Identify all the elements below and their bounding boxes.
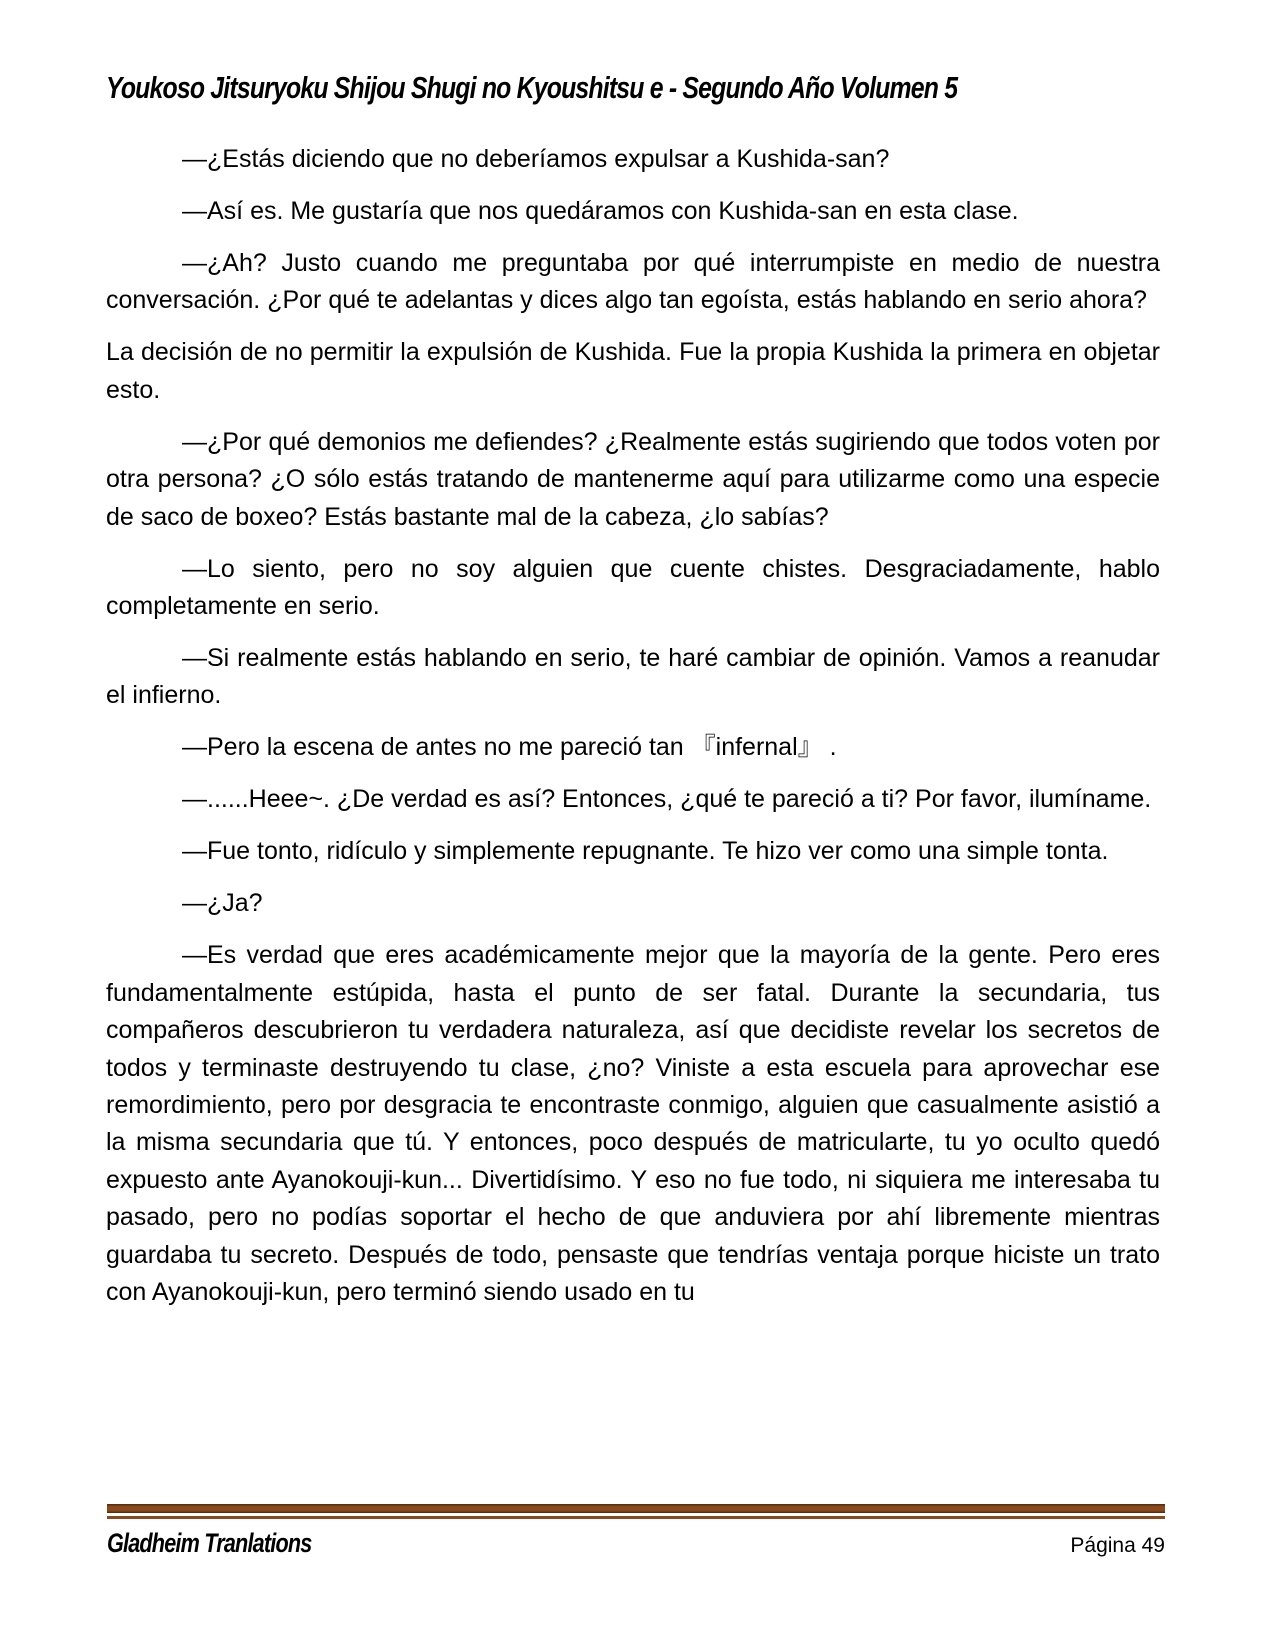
footer-rule-thin [107, 1516, 1165, 1519]
footer-brand: Gladheim Tranlations [107, 1528, 312, 1558]
paragraph: —¿Por qué demonios me defiendes? ¿Realmente estás sugiriendo que todos voten por otra persona? ¿O sólo estás tratando de mantenerme aquí para utilizarme como una especie de saco de boxeo? Estás bastante mal de la cabeza, ¿lo sabías? [106, 427, 1160, 531]
paragraph: —Lo siento, pero no soy alguien que cuente chistes. Desgraciadamente, hablo completamente en serio. [106, 554, 1160, 621]
paragraph: —¿Ah? Justo cuando me preguntaba por qué interrumpiste en medio de nuestra conversación. ¿Por qué te adelantas y dices algo tan egoísta, estás hablando en serio ahora? [106, 249, 1160, 315]
footer-rule-thick [107, 1504, 1165, 1513]
paragraph: La decisión de no permitir la expulsión de Kushida. Fue la propia Kushida la primera en objetar esto. [106, 338, 1160, 404]
page-body [106, 141, 1160, 1326]
paragraph: —Es verdad que eres académicamente mejor que la mayoría de la gente. Pero eres fundamentalmente estúpida, hasta el punto de ser fatal. Durante la secundaria, tus compañeros descubrieron tu verdadera naturaleza, así que decidiste revelar los secretos de todos y terminaste destruyendo tu clase, ¿no? Viniste a esta escuela para aprovechar ese remordimiento, pero por desgracia te encontraste conmigo, alguien que casualmente asistió a la misma secundaria que tú. Y entonces, poco después de matricularte, tu yo oculto quedó expuesto ante Ayanokouji-kun... Divertidísimo. Y eso no fue todo, ni siquiera me interesaba tu pasado, pero no podías soportar el hecho de que anduviera por ahí libremente mientras guardaba tu secreto. Después de todo, pensaste que tendrías ventaja porque hiciste un trato con Ayanokouji-kun, pero terminó siendo usado en tu [106, 941, 1160, 1307]
page-header [106, 70, 1166, 106]
paragraph: —Así es. Me gustaría que nos quedáramos con Kushida-san en esta clase. [182, 197, 1019, 225]
paragraph: —Si realmente estás hablando en serio, te haré cambiar de opinión. Vamos a reanudar el infierno. [106, 644, 1160, 710]
footer-row [107, 1528, 1165, 1559]
paragraph: ―Pero la escena de antes no me pareció tan 『infernal』 . [182, 733, 837, 762]
paragraph: —¿Ja? [182, 889, 263, 918]
page-footer [107, 1504, 1165, 1559]
paragraph: —Fue tonto, ridículo y simplemente repugnante. Te hizo ver como una simple tonta. [182, 837, 1109, 866]
paragraph: —......Heee~. ¿De verdad es así? Entonces, ¿qué te pareció a ti? Por favor, ilumíname. [182, 785, 1152, 814]
footer-page-number: Página 49 [1070, 1534, 1165, 1557]
header-title: Youkoso Jitsuryoku Shijou Shugi no Kyoushitsu e - Segundo Año Volumen 5 [106, 70, 958, 105]
paragraph: —¿Estás diciendo que no deberíamos expulsar a Kushida-san? [182, 145, 890, 173]
